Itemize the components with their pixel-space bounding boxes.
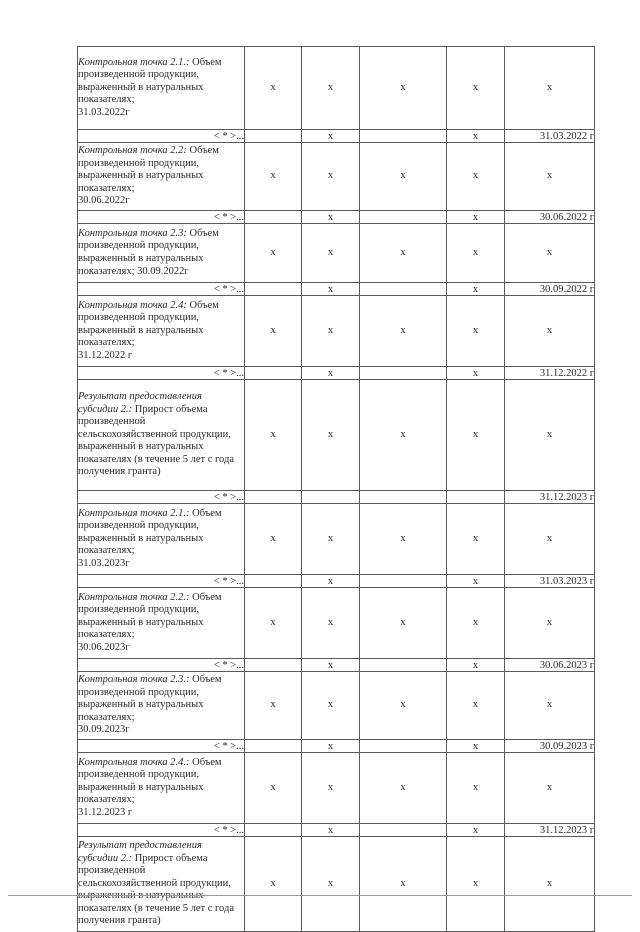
row-label: Контрольная точка 2.2.: xyxy=(78,591,190,603)
page-bottom-rule xyxy=(8,895,632,896)
row-description xyxy=(78,224,245,283)
value-cell: x xyxy=(302,296,360,367)
value-cell xyxy=(302,491,360,504)
value-cell: x xyxy=(447,130,505,143)
table-row xyxy=(78,753,595,824)
row-text: Объем произведенной продукции, выраженный в натуральных показателях; xyxy=(78,591,222,641)
value-cell: x xyxy=(245,380,302,491)
value-cell: x xyxy=(505,143,595,211)
value-cell: x xyxy=(302,380,360,491)
row-text: Прирост объема произведенной сельскохозяйственной продукции, выраженный в натуральных показателях (в течение 5 лет с года получения гранта) xyxy=(78,852,235,927)
value-cell: x xyxy=(447,659,505,672)
value-cell: x xyxy=(302,224,360,283)
value-cell: x xyxy=(360,380,447,491)
value-cell xyxy=(245,130,302,143)
value-cell: x xyxy=(302,504,360,575)
value-cell xyxy=(245,740,302,753)
date-cell: 30.09.2022 г xyxy=(505,283,595,296)
date-cell: 30.09.2023 г xyxy=(505,740,595,753)
row-stub: < * >... xyxy=(78,575,245,588)
row-text: Объем произведенной продукции, выраженный в натуральных показателях; xyxy=(78,507,222,557)
value-cell: x xyxy=(302,588,360,659)
table-row xyxy=(78,47,595,130)
row-date: 30.09.2023г xyxy=(78,724,130,736)
row-stub: < * >... xyxy=(78,211,245,224)
value-cell xyxy=(360,740,447,753)
value-cell: x xyxy=(302,575,360,588)
value-cell xyxy=(245,575,302,588)
value-cell: x xyxy=(447,380,505,491)
row-text: Объем произведенной продукции, выраженный в натуральных показателях; 30.09.2022г xyxy=(78,227,219,277)
row-label: Контрольная точка 2.2: xyxy=(78,145,187,157)
value-cell: x xyxy=(302,367,360,380)
value-cell: x xyxy=(302,837,360,932)
value-cell: x xyxy=(245,753,302,824)
table-row xyxy=(78,224,595,283)
table-row xyxy=(78,504,595,575)
value-cell xyxy=(245,659,302,672)
table-subrow xyxy=(78,659,595,672)
row-description xyxy=(78,672,245,740)
value-cell: x xyxy=(302,283,360,296)
value-cell: x xyxy=(302,211,360,224)
value-cell: x xyxy=(447,837,505,932)
value-cell: x xyxy=(302,143,360,211)
value-cell: x xyxy=(360,504,447,575)
value-cell: x xyxy=(447,47,505,130)
row-description xyxy=(78,588,245,659)
row-description xyxy=(78,296,245,367)
value-cell xyxy=(447,491,505,504)
table-subrow xyxy=(78,130,595,143)
row-label: Контрольная точка 2.1.: xyxy=(78,56,190,68)
table-subrow xyxy=(78,740,595,753)
value-cell: x xyxy=(245,837,302,932)
row-label: Контрольная точка 2.3: xyxy=(78,227,187,239)
value-cell xyxy=(245,211,302,224)
value-cell: x xyxy=(245,588,302,659)
row-label: Результат предоставления субсидии 2.: xyxy=(78,390,202,415)
value-cell: x xyxy=(447,367,505,380)
table-row xyxy=(78,380,595,491)
value-cell: x xyxy=(447,224,505,283)
value-cell: x xyxy=(505,296,595,367)
value-cell: x xyxy=(447,283,505,296)
row-text: Объем произведенной продукции, выраженный в натуральных показателях; xyxy=(78,756,222,806)
row-text: Объем произведенной продукции, выраженный в натуральных показателях; xyxy=(78,145,219,194)
value-cell xyxy=(360,575,447,588)
value-cell: x xyxy=(245,672,302,740)
row-description xyxy=(78,143,245,211)
value-cell: x xyxy=(245,224,302,283)
row-date: 31.03.2022г xyxy=(78,106,130,118)
value-cell xyxy=(360,367,447,380)
value-cell: x xyxy=(447,504,505,575)
value-cell: x xyxy=(245,143,302,211)
row-stub: < * >... xyxy=(78,491,245,504)
value-cell: x xyxy=(447,211,505,224)
value-cell xyxy=(360,283,447,296)
value-cell: x xyxy=(302,824,360,837)
value-cell xyxy=(360,824,447,837)
value-cell: x xyxy=(505,224,595,283)
row-date: 30.06.2023г xyxy=(78,641,130,653)
table-subrow xyxy=(78,283,595,296)
value-cell: x xyxy=(447,575,505,588)
value-cell: x xyxy=(245,47,302,130)
row-stub: < * >... xyxy=(78,824,245,837)
row-description xyxy=(78,47,245,130)
value-cell xyxy=(245,367,302,380)
row-date: 31.12.2022 г xyxy=(78,349,133,361)
value-cell: x xyxy=(360,753,447,824)
table-row xyxy=(78,837,595,932)
value-cell: x xyxy=(360,296,447,367)
row-label: Контрольная точка 2.4.: xyxy=(78,756,190,768)
value-cell: x xyxy=(302,47,360,130)
value-cell: x xyxy=(447,143,505,211)
table-subrow xyxy=(78,367,595,380)
value-cell: x xyxy=(360,837,447,932)
row-label: Контрольная точка 2.3.: xyxy=(78,674,190,686)
row-label: Контрольная точка 2.1.: xyxy=(78,507,190,519)
value-cell xyxy=(360,659,447,672)
value-cell: x xyxy=(505,588,595,659)
row-stub: < * >... xyxy=(78,130,245,143)
value-cell xyxy=(360,491,447,504)
value-cell: x xyxy=(302,740,360,753)
date-cell: 31.03.2023 г xyxy=(505,575,595,588)
row-label: Контрольная точка 2.4: xyxy=(78,299,187,311)
value-cell: x xyxy=(447,672,505,740)
row-text: Объем произведенной продукции, выраженный в натуральных показателях; xyxy=(78,674,222,723)
control-points-table xyxy=(77,46,595,932)
value-cell: x xyxy=(360,47,447,130)
value-cell: x xyxy=(447,824,505,837)
value-cell: x xyxy=(505,753,595,824)
table-subrow xyxy=(78,575,595,588)
value-cell: x xyxy=(505,47,595,130)
row-text: Объем произведенной продукции, выраженный в натуральных показателях; xyxy=(78,56,222,106)
value-cell: x xyxy=(302,659,360,672)
table-body xyxy=(78,47,595,932)
value-cell xyxy=(245,491,302,504)
value-cell: x xyxy=(447,753,505,824)
row-date: 30.06.2022г xyxy=(78,195,130,207)
row-text: Прирост объема произведенной сельскохозяйственной продукции, выраженный в натуральных показателях (в течение 5 лет с года получения гранта) xyxy=(78,403,235,478)
value-cell: x xyxy=(447,296,505,367)
row-description xyxy=(78,380,245,491)
value-cell: x xyxy=(302,672,360,740)
table-subrow xyxy=(78,491,595,504)
date-cell: 31.12.2022 г xyxy=(505,367,595,380)
value-cell: x xyxy=(360,143,447,211)
value-cell xyxy=(360,130,447,143)
value-cell: x xyxy=(505,672,595,740)
value-cell: x xyxy=(245,296,302,367)
row-description xyxy=(78,837,245,932)
date-cell: 31.03.2022 г xyxy=(505,130,595,143)
row-stub: < * >... xyxy=(78,283,245,296)
value-cell: x xyxy=(360,224,447,283)
value-cell xyxy=(245,283,302,296)
value-cell xyxy=(245,824,302,837)
row-date: 31.12.2023 г xyxy=(78,806,133,818)
value-cell: x xyxy=(245,504,302,575)
row-description xyxy=(78,753,245,824)
row-date: 31.03.2023г xyxy=(78,557,130,569)
table-row xyxy=(78,588,595,659)
row-stub: < * >... xyxy=(78,367,245,380)
table-row xyxy=(78,296,595,367)
row-label: Результат предоставления субсидии 2.: xyxy=(78,839,202,864)
table-row xyxy=(78,143,595,211)
date-cell: 31.12.2023 г xyxy=(505,824,595,837)
date-cell: 30.06.2022 г xyxy=(505,211,595,224)
table-subrow xyxy=(78,824,595,837)
value-cell: x xyxy=(302,753,360,824)
row-stub: < * >... xyxy=(78,659,245,672)
date-cell: 31.12.2023 г xyxy=(505,491,595,504)
date-cell: 30.06.2023 г xyxy=(505,659,595,672)
row-description xyxy=(78,504,245,575)
row-stub: < * >... xyxy=(78,740,245,753)
value-cell: x xyxy=(360,588,447,659)
value-cell: x xyxy=(302,130,360,143)
table-subrow xyxy=(78,211,595,224)
value-cell xyxy=(360,211,447,224)
value-cell: x xyxy=(360,672,447,740)
value-cell: x xyxy=(505,837,595,932)
row-text: Объем произведенной продукции, выраженный в натуральных показателях; xyxy=(78,299,219,349)
value-cell: x xyxy=(505,380,595,491)
value-cell: x xyxy=(447,740,505,753)
table-row xyxy=(78,672,595,740)
value-cell: x xyxy=(447,588,505,659)
value-cell: x xyxy=(505,504,595,575)
